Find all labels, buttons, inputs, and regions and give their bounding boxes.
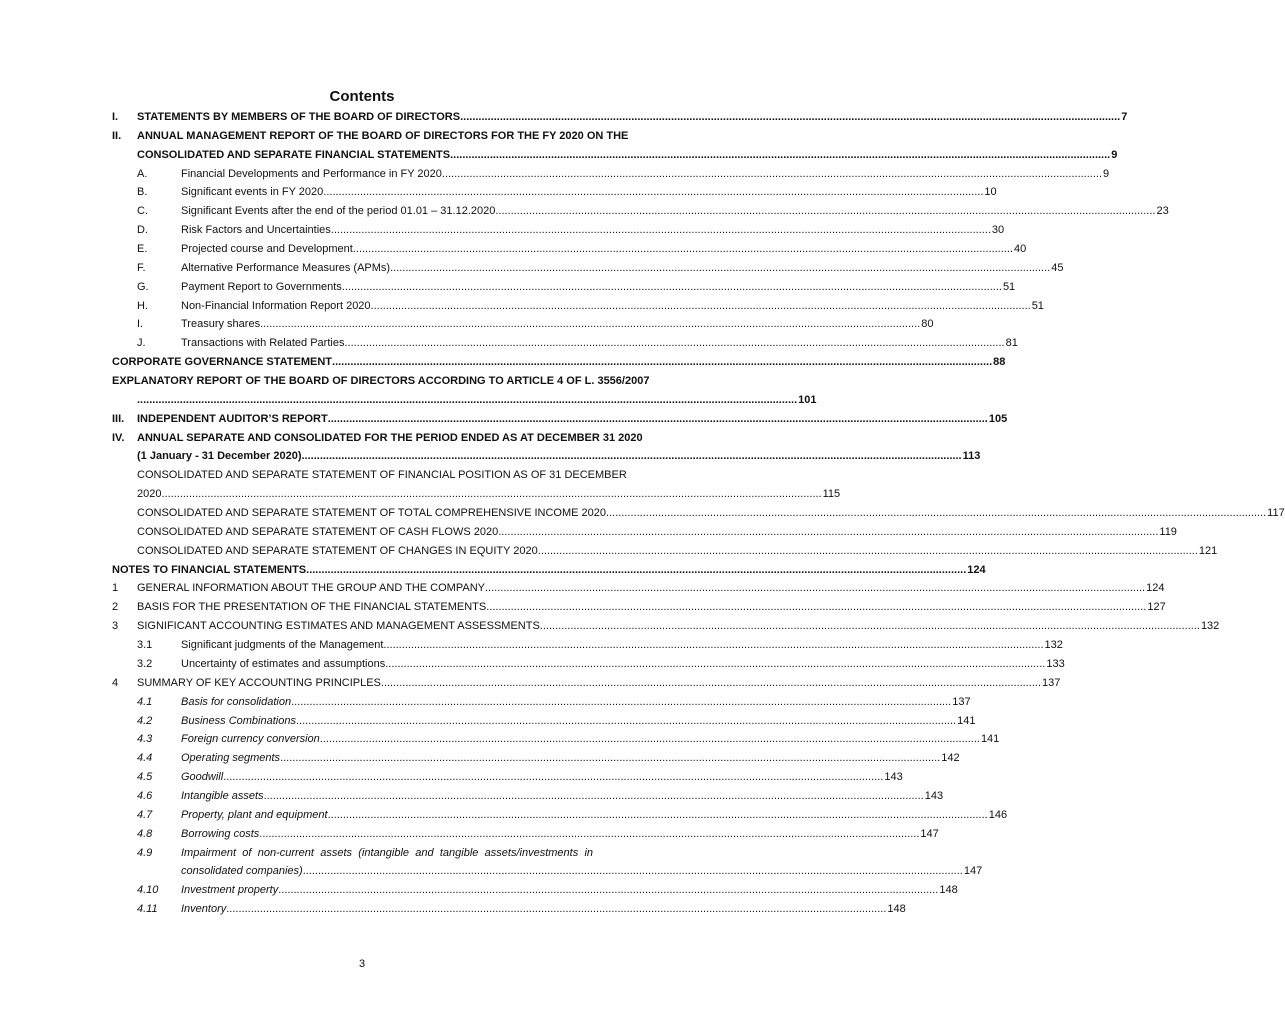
toc-title: CORPORATE GOVERNANCE STATEMENT: [112, 356, 333, 369]
toc-entry[interactable]: [112, 372, 650, 391]
toc-title: Property, plant and equipment: [181, 808, 328, 821]
toc-number: 4.3: [137, 733, 153, 746]
dot-leader: [226, 900, 886, 919]
toc-entry-continuation[interactable]: [112, 485, 841, 504]
toc-number: A.: [137, 167, 148, 180]
toc-page-number: 88: [993, 356, 1006, 369]
toc-entry[interactable]: [112, 900, 906, 919]
toc-title: ANNUAL SEPARATE AND CONSOLIDATED FOR THE PERIOD ENDED AS AT DECEMBER 31 2020: [137, 431, 643, 444]
toc-number: D.: [137, 224, 148, 237]
dot-leader: [353, 240, 1013, 259]
dot-leader: [301, 447, 961, 466]
toc-number: 4.8: [137, 827, 153, 840]
toc-page-number: 124: [967, 563, 986, 576]
toc-entry[interactable]: [112, 165, 1110, 184]
toc-page-number: 9: [1103, 167, 1110, 180]
toc-number: 4.11: [137, 903, 158, 916]
toc-entry[interactable]: [112, 297, 1044, 316]
toc-entry[interactable]: [112, 240, 1027, 259]
dot-leader: [303, 862, 963, 881]
dot-leader: [291, 693, 951, 712]
toc-number: H.: [137, 299, 148, 312]
dot-leader: [538, 542, 1198, 561]
toc-entry[interactable]: [112, 712, 976, 731]
toc-title: Treasury shares: [181, 318, 261, 331]
toc-title: (1 January - 31 December 2020): [137, 450, 302, 463]
toc-page-number: 148: [887, 903, 906, 916]
dot-leader: [485, 579, 1145, 598]
toc-title: CONSOLIDATED AND SEPARATE STATEMENT OF CASH FLOWS 2020: [137, 525, 499, 538]
toc-page-number: 148: [939, 884, 958, 897]
toc-number: C.: [137, 205, 148, 218]
dot-leader: [460, 108, 1120, 127]
toc-entry[interactable]: [112, 353, 1006, 372]
toc-number: J.: [137, 337, 146, 350]
toc-page-number: 132: [1200, 620, 1220, 633]
toc-title: Projected course and Development: [181, 243, 353, 256]
toc-page-number: 7: [1121, 111, 1128, 123]
dot-leader: [264, 787, 924, 806]
toc-number: F.: [137, 261, 146, 274]
toc-title: Non-Financial Information Report 2020: [181, 299, 371, 312]
toc-title: INDEPENDENT AUDITOR’S REPORT: [137, 412, 328, 425]
toc-page-number: 45: [1051, 261, 1064, 274]
toc-page-number: 101: [798, 393, 817, 406]
toc-number: II.: [112, 129, 122, 142]
dot-leader: [137, 391, 797, 410]
toc-page-number: 10: [984, 186, 997, 199]
dot-leader: [296, 712, 956, 731]
dot-leader: [328, 410, 988, 429]
toc-number: 3.1: [137, 639, 153, 652]
toc-entry[interactable]: [112, 693, 971, 712]
dot-leader: [344, 334, 1004, 353]
toc-entry[interactable]: [112, 825, 939, 844]
toc-entry[interactable]: [112, 259, 1064, 278]
toc-number: IV.: [112, 431, 125, 444]
toc-page-number: 146: [988, 808, 1008, 821]
toc-entry[interactable]: [112, 806, 1008, 825]
toc-page-number: 51: [1031, 299, 1044, 312]
toc-number: G.: [137, 280, 149, 293]
toc-entry[interactable]: [112, 108, 1128, 127]
toc-page-number: 30: [991, 224, 1005, 237]
toc-page-number: 121: [1198, 544, 1218, 557]
toc-page-number: 9: [1111, 148, 1118, 161]
toc-entry[interactable]: [112, 429, 644, 448]
toc-title: NOTES TO FINANCIAL STATEMENTS: [112, 563, 307, 576]
toc-title: Impairment of non-current assets (intangible and tangible assets/investments in: [181, 846, 594, 859]
toc-title: Payment Report to Governments: [181, 280, 342, 293]
dot-leader: [486, 598, 1146, 617]
toc-entry[interactable]: [112, 183, 997, 202]
dot-leader: [342, 278, 1002, 297]
toc-entry-continuation[interactable]: [112, 391, 817, 410]
toc-title: EXPLANATORY REPORT OF THE BOARD OF DIRECTORS ACCORDING TO ARTICLE 4 OF L. 3556/2007: [112, 375, 650, 388]
toc-entry[interactable]: [112, 561, 986, 580]
toc-entry[interactable]: [112, 844, 644, 863]
toc-entry[interactable]: [112, 127, 644, 146]
toc-entry[interactable]: [112, 598, 1166, 617]
toc-number: 4.6: [137, 789, 153, 802]
dot-leader: [498, 523, 1158, 542]
toc-title: CONSOLIDATED AND SEPARATE STATEMENT OF TOTAL COMPREHENSIVE INCOME 2020: [137, 507, 607, 520]
toc-entry[interactable]: [112, 768, 903, 787]
toc-title: Foreign currency conversion: [181, 733, 320, 746]
dot-leader: [278, 881, 938, 900]
toc-entry[interactable]: [112, 655, 1065, 674]
toc-page-number: 51: [1002, 280, 1016, 293]
toc-entry[interactable]: [112, 202, 1169, 221]
toc-title: SIGNIFICANT ACCOUNTING ESTIMATES AND MANAGEMENT ASSESSMENTS: [137, 620, 540, 633]
page-number: 3: [358, 958, 366, 970]
toc-number: I.: [112, 111, 119, 123]
dot-leader: [328, 806, 988, 825]
toc-number: 1: [112, 582, 119, 595]
toc-title: GENERAL INFORMATION ABOUT THE GROUP AND THE COMPANY: [137, 582, 485, 595]
toc-number: B.: [137, 186, 148, 199]
dot-leader: [385, 655, 1045, 674]
toc-page-number: 132: [1044, 639, 1063, 652]
toc-entry[interactable]: [112, 523, 1177, 542]
dot-leader: [381, 674, 1041, 693]
dot-leader: [383, 636, 1043, 655]
toc-page-number: 137: [952, 695, 971, 708]
dot-leader: [260, 315, 920, 334]
dot-leader: [259, 825, 919, 844]
toc-title: Intangible assets: [181, 789, 264, 802]
toc-title: Financial Developments and Performance in FY 2020: [181, 167, 442, 180]
toc-entry[interactable]: [112, 334, 1018, 353]
dot-leader: [161, 485, 821, 504]
toc-entry-continuation[interactable]: [112, 862, 983, 881]
toc-title: Alternative Performance Measures (APMs): [181, 261, 391, 274]
dot-leader: [450, 146, 1110, 165]
toc-page-number: 143: [924, 789, 944, 802]
toc-page-number: 141: [980, 733, 1000, 746]
toc-title: Investment property: [181, 884, 279, 897]
toc-entry[interactable]: [112, 542, 1218, 561]
toc-entry[interactable]: [112, 278, 1016, 297]
toc-title: CONSOLIDATED AND SEPARATE STATEMENT OF FINANCIAL POSITION AS OF 31 DECEMBER: [137, 469, 627, 482]
toc-title: 2020: [137, 488, 162, 501]
dot-leader: [323, 183, 983, 202]
toc-entry[interactable]: [112, 315, 934, 334]
toc-title: Borrowing costs: [181, 827, 260, 840]
toc-entry[interactable]: [112, 466, 644, 485]
toc-title: Significant judgments of the Management: [181, 639, 384, 652]
dot-leader: [223, 768, 883, 787]
toc-entry[interactable]: [112, 881, 958, 900]
toc-page-number: 147: [920, 827, 939, 840]
toc-number: 4.7: [137, 808, 153, 821]
toc-title: Business Combinations: [181, 714, 296, 727]
toc-page-number: 40: [1013, 243, 1027, 256]
dot-leader: [320, 730, 980, 749]
toc-number: 4.1: [137, 695, 153, 708]
toc-number: 4.4: [137, 752, 153, 765]
toc-title: Risk Factors and Uncertainties: [181, 224, 331, 237]
toc-page-number: 143: [884, 771, 903, 784]
toc-page-number: 119: [1159, 525, 1177, 538]
toc-entry-continuation[interactable]: [112, 447, 981, 466]
toc-page-number: 105: [988, 412, 1008, 425]
dot-leader: [442, 165, 1102, 184]
toc-title: Goodwill: [181, 771, 224, 784]
dot-leader: [306, 561, 966, 580]
toc-title: SUMMARY OF KEY ACCOUNTING PRINCIPLES: [137, 676, 381, 689]
dot-leader: [332, 353, 992, 372]
toc-title: Basis for consolidation: [181, 695, 292, 708]
toc-number: 4.10: [137, 884, 159, 897]
toc-entry[interactable]: [112, 504, 1285, 523]
toc-entry-continuation[interactable]: [112, 146, 1118, 165]
toc-title: Inventory: [181, 903, 227, 916]
toc-page-number: 137: [1042, 676, 1061, 689]
toc-entry[interactable]: [112, 636, 1063, 655]
toc-title: CONSOLIDATED AND SEPARATE FINANCIAL STATEMENTS: [137, 148, 451, 161]
toc-page-number: 23: [1156, 205, 1169, 218]
toc-title: Transactions with Related Parties: [181, 337, 345, 350]
dot-leader: [606, 504, 1266, 523]
toc-page-number: 81: [1005, 337, 1018, 350]
toc-entry[interactable]: [112, 221, 1005, 240]
toc-page-number: 141: [957, 714, 976, 727]
toc-entry[interactable]: [112, 579, 1165, 598]
toc-title: Significant Events after the end of the period 01.01 – 31.12.2020: [181, 205, 496, 218]
dot-leader: [495, 202, 1155, 221]
dot-leader: [280, 749, 940, 768]
toc-page-number: 117: [1267, 507, 1285, 520]
toc-page-number: 113: [962, 450, 981, 463]
toc-number: 4: [112, 676, 119, 689]
toc-entry[interactable]: [112, 674, 1061, 693]
toc-entry[interactable]: [112, 410, 1008, 429]
toc-page-number: 124: [1146, 582, 1165, 595]
toc-page-number: 133: [1046, 657, 1065, 670]
toc-title: CONSOLIDATED AND SEPARATE STATEMENT OF CHANGES IN EQUITY 2020: [137, 544, 538, 557]
toc-number: 4.5: [137, 771, 153, 784]
toc-page-number: 147: [963, 865, 983, 878]
toc-title: Uncertainty of estimates and assumptions: [181, 657, 386, 670]
toc-entry[interactable]: [112, 730, 1000, 749]
dot-leader: [390, 259, 1050, 278]
toc-title: STATEMENTS BY MEMBERS OF THE BOARD OF DIRECTORS: [137, 111, 461, 123]
toc-number: 3: [112, 620, 119, 633]
toc-number: 4.9: [137, 846, 153, 859]
toc-entry[interactable]: [112, 749, 960, 768]
toc-number: 3.2: [137, 657, 153, 670]
toc-title: Operating segments: [181, 752, 281, 765]
toc-entry[interactable]: [112, 787, 944, 806]
toc-number: E.: [137, 243, 148, 256]
toc-page-number: 142: [941, 752, 960, 765]
toc-number: 2: [112, 601, 119, 614]
page-title: Contents: [329, 88, 395, 105]
toc-page-number: 115: [822, 488, 841, 501]
dot-leader: [371, 297, 1031, 316]
dot-leader: [540, 617, 1200, 636]
toc-title: BASIS FOR THE PRESENTATION OF THE FINANCIAL STATEMENTS: [137, 601, 487, 614]
toc-entry[interactable]: [112, 617, 1220, 636]
toc-page-number: 127: [1147, 601, 1166, 614]
toc-title: Significant events in FY 2020: [181, 186, 324, 199]
toc-number: I.: [137, 318, 144, 331]
toc-title: consolidated companies): [181, 865, 303, 878]
toc-title: ANNUAL MANAGEMENT REPORT OF THE BOARD OF DIRECTORS FOR THE FY 2020 ON THE: [137, 129, 629, 142]
toc-number: III.: [112, 412, 125, 425]
table-of-contents: [112, 108, 1285, 919]
dot-leader: [331, 221, 991, 240]
toc-number: 4.2: [137, 714, 153, 727]
toc-page-number: 80: [921, 318, 934, 331]
